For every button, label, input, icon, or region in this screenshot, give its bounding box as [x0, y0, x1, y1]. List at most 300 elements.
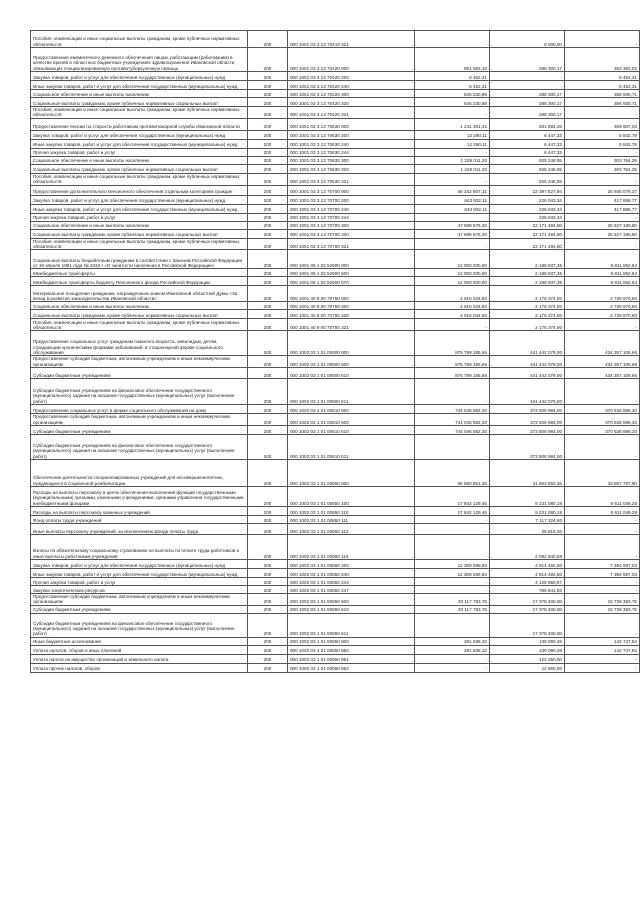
- cell-v2: 22 171 484,60: [490, 221, 565, 229]
- table-row: [31, 310, 640, 319]
- cell-name: Социальные выплаты безработным гражданам в соответствии с Законом Российской Федерации от 19 апреля 1991 года № 1032-I «О занятости населения в Российской Федерации»: [31, 250, 248, 269]
- cell-v2: 2 176 374,00: [490, 319, 565, 331]
- cell-v1: 17 842 129,46: [415, 487, 490, 507]
- cell-kbk: 000 1002 03 1 01 00650 111: [288, 516, 415, 524]
- cell-name: Предоставление пенсии по старости работникам противопожарной службы Ивановской области: [31, 118, 248, 130]
- cell-v3: -: [565, 578, 640, 586]
- cell-kbk: 000 1002 03 1 01 00650 610: [288, 605, 415, 613]
- cell-code: 200: [248, 148, 288, 156]
- cell-code: 200: [248, 229, 288, 238]
- cell-name: Социальные выплаты гражданам, кроме публичных нормативных социальных выплат: [31, 98, 248, 107]
- cell-v3: 8 611 049,28: [565, 487, 640, 507]
- cell-kbk: 000 1001 03 3 13 70700 321: [288, 238, 415, 250]
- cell-v2: 9 000,00: [490, 31, 565, 48]
- cell-name: Взносы по обязательному социальному страхованию на выплаты по оплате труда работников и иные выплаты работникам учреждений: [31, 535, 248, 560]
- cell-v1: 1 229 011,20: [415, 156, 490, 164]
- cell-kbk: 000 1002 03 1 01 00610 610: [288, 426, 415, 435]
- cell-name: Иные закупки товаров, работ и услуг для обеспечения государственных (муниципальных) нужд: [31, 139, 248, 148]
- cell-v3: -: [565, 663, 640, 672]
- cell-code: 200: [248, 277, 288, 286]
- table-row: [31, 613, 640, 637]
- cell-kbk: 000 1002 03 1 01 00650 119: [288, 535, 415, 560]
- cell-kbk: 000 1001 03 3 13 70410 321: [288, 31, 415, 48]
- table-row: [31, 414, 640, 426]
- cell-v3: -: [565, 524, 640, 535]
- cell-kbk: 000 1002 03 1 01 00600 610: [288, 368, 415, 379]
- table-row: [31, 221, 640, 229]
- cell-v2: 139 090,48: [490, 645, 565, 654]
- cell-v1: 875 799 185,66: [415, 356, 490, 368]
- cell-name: Прочая закупка товаров, работ и услуг: [31, 148, 248, 156]
- table-row: [31, 204, 640, 213]
- cell-kbk: 000 1002 03 1 01 00610 000: [288, 405, 415, 414]
- cell-code: 200: [248, 645, 288, 654]
- table-row: [31, 586, 640, 594]
- cell-name: Пособия, компенсации и иные социальные выплаты гражданам, кроме публичных нормативных обязательств: [31, 319, 248, 331]
- table-row: [31, 368, 640, 379]
- cell-v2: 9 231 080,18: [490, 507, 565, 516]
- cell-v2: 6 447,33: [490, 139, 565, 148]
- cell-v3: 309 607,03: [565, 118, 640, 130]
- cell-name: Субсидии бюджетным учреждениям: [31, 368, 248, 379]
- table-row: [31, 645, 640, 654]
- cell-name: Предоставление социальных услуг гражданам пожилого возраста, инвалидам, детям, страдающим хроническими формами заболеваний, в стационарной форме социального обслуживания: [31, 331, 248, 356]
- cell-v3: 142 747,84: [565, 637, 640, 645]
- cell-v2: 124 250,00: [490, 654, 565, 663]
- cell-v3: 15 739 393,75: [565, 594, 640, 606]
- cell-code: 200: [248, 516, 288, 524]
- cell-v1: -: [415, 516, 490, 524]
- cell-name: Расходы на выплаты персоналу в целях обеспечения выполнения функций государственными (муниципальными) органами, казенными учреждениями, органами управления государственными внебюджетными фондами: [31, 487, 248, 507]
- cell-code: 200: [248, 302, 288, 310]
- cell-name: Предоставление дополнительного пенсионного обеспечения отдельным категориям граждан: [31, 185, 248, 195]
- cell-code: 200: [248, 195, 288, 204]
- cell-kbk: 000 1002 03 1 01 00650 800: [288, 637, 415, 645]
- cell-v1: -: [415, 535, 490, 560]
- cell-kbk: 000 1001 03 3 13 70420 320: [288, 98, 415, 107]
- cell-kbk: 000 1001 03 3 13 70420 321: [288, 107, 415, 119]
- cell-v3: 9 811 062,64: [565, 277, 640, 286]
- cell-v3: -: [565, 654, 640, 663]
- cell-v1: 744 046 882,30: [415, 414, 490, 426]
- cell-name: Субсидии бюджетным учреждениям на финансовое обеспечение государственного (муниципального) задания на оказание государственных (муниципальных) услуг (выполнение работ): [31, 435, 248, 460]
- cell-kbk: 000 1002 03 1 01 00650 244: [288, 578, 415, 586]
- cell-name: Пособия, компенсации и иные социальные выплаты гражданам, кроме публичных нормативных обязательств: [31, 173, 248, 185]
- cell-v1: 47 698 675,20: [415, 229, 490, 238]
- cell-name: Закупка товаров, работ и услуг для обеспечения государственных (муниципальных) нужд: [31, 130, 248, 139]
- table-row: [31, 487, 640, 507]
- cell-v1: -: [415, 435, 490, 460]
- cell-v3: 2 739 670,60: [565, 286, 640, 302]
- cell-v2: 7 117 324,60: [490, 516, 565, 524]
- cell-name: Социальное обеспечение и иные выплаты населению: [31, 221, 248, 229]
- cell-name: Уплата налога на имущество организаций и земельного налога: [31, 654, 248, 663]
- cell-v1: 6 452,31: [415, 72, 490, 81]
- cell-v3: 356 930,71: [565, 90, 640, 98]
- cell-v2: 925 246,95: [490, 156, 565, 164]
- table-row: [31, 331, 640, 356]
- cell-v1: 875 799 185,66: [415, 331, 490, 356]
- cell-name: Пособия, компенсации и иные социальные выплаты гражданам, кроме публичных нормативных обязательств: [31, 107, 248, 119]
- cell-kbk: 000 1002 03 1 01 00650 611: [288, 613, 415, 637]
- cell-v1: 281 838,32: [415, 637, 490, 645]
- cell-name: Субсидии бюджетным учреждениям на финансовое обеспечение государственного (муниципального) задания на оказание государственных (муниципальных) услуг (выполнение работ): [31, 613, 248, 637]
- cell-code: 200: [248, 185, 288, 195]
- budget-table: [30, 30, 640, 673]
- cell-code: 200: [248, 426, 288, 435]
- cell-name: Социальное обеспечение и иные выплаты населению: [31, 302, 248, 310]
- cell-v2: 17 378 400,00: [490, 594, 565, 606]
- cell-code: 200: [248, 213, 288, 221]
- cell-v3: -: [565, 213, 640, 221]
- cell-v2: 2 188 937,36: [490, 250, 565, 269]
- cell-v3: 303 764,25: [565, 156, 640, 164]
- cell-code: 200: [248, 269, 288, 277]
- cell-v2: 925 246,95: [490, 173, 565, 185]
- table-row: [31, 535, 640, 560]
- table-row: [31, 90, 640, 98]
- cell-code: 200: [248, 368, 288, 379]
- cell-v1: 12 290,11: [415, 130, 490, 139]
- cell-v1: -: [415, 654, 490, 663]
- cell-kbk: 000 1001 40 9 00 70750 000: [288, 286, 415, 302]
- cell-name: Иные закупки товаров, работ и услуг для обеспечения государственных (муниципальных) нужд: [31, 81, 248, 90]
- cell-v2: 226 043,34: [490, 195, 565, 204]
- table-row: [31, 594, 640, 606]
- cell-name: Предоставление субсидий бюджетным, автономным учреждениям и иным некоммерческим организациям: [31, 356, 248, 368]
- cell-code: 200: [248, 173, 288, 185]
- cell-v3: 434 357 106,66: [565, 356, 640, 368]
- cell-v2: 288 300,17: [490, 98, 565, 107]
- table-row: [31, 379, 640, 405]
- table-row: [31, 405, 640, 414]
- cell-code: 200: [248, 72, 288, 81]
- cell-v2: 17 378 400,00: [490, 613, 565, 637]
- cell-v3: 370 538 898,30: [565, 414, 640, 426]
- cell-v3: 2 739 670,60: [565, 302, 640, 310]
- cell-kbk: 000 1001 03 3 13 70700 240: [288, 204, 415, 213]
- cell-code: 200: [248, 654, 288, 663]
- cell-code: 200: [248, 204, 288, 213]
- cell-name: Уплата налогов, сборов и иных платежей: [31, 645, 248, 654]
- cell-v1: -: [415, 578, 490, 586]
- table-row: [31, 637, 640, 645]
- cell-v3: -: [565, 173, 640, 185]
- table-row: [31, 277, 640, 286]
- cell-v1: -: [415, 319, 490, 331]
- cell-v2: 373 508 984,00: [490, 426, 565, 435]
- table-row: [31, 302, 640, 310]
- cell-name: Предоставление социальных услуг в форме социального обслуживания на дому: [31, 405, 248, 414]
- cell-code: 200: [248, 156, 288, 164]
- cell-v3: 25 527 190,60: [565, 221, 640, 229]
- cell-name: Материальное поощрение гражданам, награжденным знаком Ивановской областной Думы «За вклад в развитие законодательства Ивановской области»: [31, 286, 248, 302]
- table-row: [31, 173, 640, 185]
- cell-v3: 25 945 079,37: [565, 185, 640, 195]
- cell-v1: 643 932,11: [415, 195, 490, 204]
- cell-kbk: 000 1001 03 3 13 70420 300: [288, 90, 415, 98]
- cell-v2: 2 188 937,36: [490, 269, 565, 277]
- cell-v1: 12 000 000,00: [415, 250, 490, 269]
- cell-v3: -: [565, 148, 640, 156]
- table-row: [31, 269, 640, 277]
- cell-code: 200: [248, 48, 288, 72]
- table-row: [31, 460, 640, 487]
- cell-v3: 5 842,78: [565, 130, 640, 139]
- cell-v3: 2 739 670,60: [565, 310, 640, 319]
- cell-v2: 2 188 937,36: [490, 277, 565, 286]
- cell-v2: 441 442 079,00: [490, 331, 565, 356]
- cell-v3: 363 383,02: [565, 48, 640, 72]
- cell-v2: 139 090,48: [490, 637, 565, 645]
- cell-v2: 226 043,34: [490, 213, 565, 221]
- budget-table-body: [31, 31, 640, 673]
- cell-v3: -: [565, 516, 640, 524]
- cell-v2: 441 442 079,00: [490, 356, 565, 368]
- cell-v3: 33 887 787,90: [565, 460, 640, 487]
- cell-code: 200: [248, 414, 288, 426]
- table-row: [31, 213, 640, 221]
- table-row: [31, 72, 640, 81]
- cell-v1: 744 046 882,30: [415, 405, 490, 414]
- cell-name: Расходы на выплаты персоналу казенных учреждений: [31, 507, 248, 516]
- cell-name: Закупка товаров, работ и услуг для обеспечения государственных (муниципальных) нужд: [31, 195, 248, 204]
- cell-code: 200: [248, 310, 288, 319]
- cell-name: Пособия, компенсации и иные социальные выплаты гражданам, кроме публичных нормативных обязательств: [31, 238, 248, 250]
- cell-code: 200: [248, 613, 288, 637]
- cell-v1: 6 452,31: [415, 81, 490, 90]
- table-row: [31, 663, 640, 672]
- cell-v1: 48 342 607,31: [415, 185, 490, 195]
- cell-kbk: 000 1001 05 1 02 52900 000: [288, 250, 415, 269]
- cell-code: 200: [248, 560, 288, 569]
- cell-v2: 6 447,33: [490, 130, 565, 139]
- cell-code: 200: [248, 460, 288, 487]
- cell-v3: 303 764,25: [565, 164, 640, 173]
- cell-kbk: 000 1002 03 1 01 00650 247: [288, 586, 415, 594]
- table-row: [31, 435, 640, 460]
- cell-name: Прочая закупка товаров, работ и услуг: [31, 213, 248, 221]
- cell-v3: 356 930,71: [565, 98, 640, 107]
- cell-v2: 22 397 527,94: [490, 185, 565, 195]
- cell-v1: -: [415, 148, 490, 156]
- cell-v3: -: [565, 379, 640, 405]
- cell-kbk: 000 1001 03 3 13 70700 200: [288, 195, 415, 204]
- table-row: [31, 31, 640, 48]
- cell-name: Предоставление субсидий бюджетным, автономным учреждениям и иным некоммерческим организациям: [31, 414, 248, 426]
- cell-v3: 417 888,77: [565, 195, 640, 204]
- cell-code: 200: [248, 569, 288, 578]
- cell-v1: 845 230,88: [415, 90, 490, 98]
- cell-v2: 373 508 984,00: [490, 405, 565, 414]
- cell-code: 200: [248, 221, 288, 229]
- cell-code: 200: [248, 594, 288, 606]
- cell-code: 200: [248, 331, 288, 356]
- cell-v3: 7 394 597,03: [565, 560, 640, 569]
- cell-code: 200: [248, 118, 288, 130]
- table-row: [31, 516, 640, 524]
- cell-v3: -: [565, 535, 640, 560]
- cell-kbk: 000 1002 03 1 01 00610 600: [288, 414, 415, 426]
- cell-v1: 12 290,11: [415, 139, 490, 148]
- cell-v1: 4 916 044,60: [415, 310, 490, 319]
- cell-v1: 12 000 000,00: [415, 269, 490, 277]
- table-row: [31, 98, 640, 107]
- cell-v1: -: [415, 613, 490, 637]
- cell-name: Иные бюджетные ассигнования: [31, 637, 248, 645]
- cell-name: Предоставление ежемесячного денежного обеспечения лицам, работающим (работавшим) в качестве врачей в областных бюджетных учреждениях здравоохранения Ивановской области, связывающих специализированную противотуберкулезную помощь: [31, 48, 248, 72]
- cell-v2: 931 694,28: [490, 118, 565, 130]
- cell-v3: -: [565, 586, 640, 594]
- cell-code: 200: [248, 98, 288, 107]
- cell-v2: 22 171 484,60: [490, 229, 565, 238]
- cell-code: 200: [248, 356, 288, 368]
- table-row: [31, 185, 640, 195]
- cell-code: 200: [248, 405, 288, 414]
- cell-name: Пособия, компенсации и иные социальные выплаты гражданам, кроме публичных нормативных обязательств: [31, 31, 248, 48]
- cell-v2: -: [490, 81, 565, 90]
- cell-v1: 12 309 089,83: [415, 569, 490, 578]
- cell-code: 200: [248, 81, 288, 90]
- cell-v1: 1 229 011,20: [415, 164, 490, 173]
- cell-v3: -: [565, 238, 640, 250]
- cell-code: 200: [248, 637, 288, 645]
- cell-kbk: 000 1001 03 3 13 70700 300: [288, 221, 415, 229]
- cell-v2: 9 231 080,18: [490, 487, 565, 507]
- cell-kbk: 000 1002 03 1 01 00650 600: [288, 594, 415, 606]
- cell-v2: 6 447,33: [490, 148, 565, 156]
- cell-code: 200: [248, 238, 288, 250]
- table-row: [31, 107, 640, 119]
- cell-kbk: 000 1001 40 9 00 70750 320: [288, 310, 415, 319]
- cell-v2: 4 128 950,97: [490, 578, 565, 586]
- cell-v2: 288 300,17: [490, 48, 565, 72]
- cell-name: Обеспечение деятельности специализированных учреждений для несовершеннолетних, нуждающихся в социальной реабилитации: [31, 460, 248, 487]
- cell-v3: -: [565, 435, 640, 460]
- cell-code: 200: [248, 586, 288, 594]
- cell-v2: 2 176 374,00: [490, 310, 565, 319]
- cell-v3: 9 811 062,64: [565, 250, 640, 269]
- cell-v2: 31 663 063,46: [490, 460, 565, 487]
- cell-v1: 643 932,11: [415, 204, 490, 213]
- cell-kbk: 000 1001 40 9 00 70750 300: [288, 302, 415, 310]
- table-row: [31, 164, 640, 173]
- cell-name: Субсидии бюджетным учреждениям: [31, 426, 248, 435]
- cell-code: 200: [248, 164, 288, 173]
- cell-v3: 6 452,31: [565, 72, 640, 81]
- cell-kbk: 000 1002 03 1 01 00600 600: [288, 356, 415, 368]
- cell-kbk: 000 1002 03 1 01 00650 240: [288, 569, 415, 578]
- cell-v3: 8 611 049,28: [565, 507, 640, 516]
- cell-code: 200: [248, 250, 288, 269]
- cell-code: 200: [248, 535, 288, 560]
- cell-v2: 22 171 484,60: [490, 238, 565, 250]
- cell-kbk: 000 1002 03 1 01 00600 611: [288, 379, 415, 405]
- cell-kbk: 000 1001 03 3 13 70700 320: [288, 229, 415, 238]
- cell-v2: 925 246,95: [490, 164, 565, 173]
- cell-kbk: 000 1001 03 3 13 70630 240: [288, 139, 415, 148]
- cell-v1: -: [415, 213, 490, 221]
- cell-v1: 33 117 793,75: [415, 605, 490, 613]
- table-row: [31, 148, 640, 156]
- cell-name: Социальное обеспечение и иные выплаты населению: [31, 156, 248, 164]
- cell-name: Иные закупки товаров, работ и услуг для обеспечения государственных (муниципальных) нужд: [31, 569, 248, 578]
- table-row: [31, 250, 640, 269]
- cell-v1: -: [415, 379, 490, 405]
- table-row: [31, 81, 640, 90]
- table-row: [31, 195, 640, 204]
- cell-name: Иные выплаты персоналу учреждений, за исключением фонда оплаты труда: [31, 524, 248, 535]
- cell-v2: 2 176 374,00: [490, 286, 565, 302]
- cell-v3: 434 357 106,66: [565, 368, 640, 379]
- cell-kbk: 000 1001 03 3 13 70630 321: [288, 173, 415, 185]
- table-row: [31, 286, 640, 302]
- cell-code: 200: [248, 435, 288, 460]
- table-row: [31, 139, 640, 148]
- cell-v3: 6 452,31: [565, 81, 640, 90]
- cell-v2: 14 650,00: [490, 663, 565, 672]
- cell-kbk: 000 1001 03 3 13 70700 244: [288, 213, 415, 221]
- cell-v2: 288 300,17: [490, 107, 565, 119]
- table-row: [31, 130, 640, 139]
- cell-code: 200: [248, 578, 288, 586]
- cell-kbk: 000 1001 03 3 13 70420 240: [288, 81, 415, 90]
- cell-kbk: 000 1001 03 3 13 70420 200: [288, 72, 415, 81]
- cell-kbk: 000 1001 05 1 02 52900 500: [288, 269, 415, 277]
- cell-v1: 645 230,88: [415, 98, 490, 107]
- cell-v3: 9 811 062,64: [565, 269, 640, 277]
- cell-name: Социальные выплаты гражданам, кроме публичных нормативных социальных выплат: [31, 164, 248, 173]
- cell-v3: 370 538 898,30: [565, 426, 640, 435]
- table-row: [31, 356, 640, 368]
- table-row: [31, 229, 640, 238]
- cell-name: Межбюджетные трансферты: [31, 269, 248, 277]
- cell-v2: 2 176 374,00: [490, 302, 565, 310]
- cell-kbk: 000 1002 03 1 01 00610 611: [288, 435, 415, 460]
- table-row: [31, 238, 640, 250]
- cell-code: 200: [248, 130, 288, 139]
- table-row: [31, 524, 640, 535]
- cell-v3: 434 357 106,66: [565, 331, 640, 356]
- cell-code: 200: [248, 90, 288, 98]
- cell-name: Социальные выплаты гражданам, кроме публичных нормативных социальных выплат: [31, 229, 248, 238]
- cell-kbk: 000 1002 03 1 01 00650 200: [288, 560, 415, 569]
- cell-v2: 785 541,83: [490, 586, 565, 594]
- cell-v1: 12 309 089,83: [415, 560, 490, 569]
- table-row: [31, 48, 640, 72]
- table-row: [31, 578, 640, 586]
- cell-kbk: 000 1002 03 1 01 00650 000: [288, 460, 415, 487]
- cell-v3: -: [565, 319, 640, 331]
- cell-v3: 142 747,84: [565, 645, 640, 654]
- cell-v3: 5 842,78: [565, 139, 640, 148]
- cell-name: Предоставление субсидий бюджетным, автономным учреждениям и иным некоммерческим организациям: [31, 594, 248, 606]
- cell-v3: 370 538 898,30: [565, 405, 640, 414]
- cell-name: Закупка энергетических ресурсов: [31, 586, 248, 594]
- cell-v3: -: [565, 31, 640, 48]
- cell-v2: 373 508 984,00: [490, 435, 565, 460]
- cell-name: Социальное обеспечение и иные выплаты населению: [31, 90, 248, 98]
- cell-v2: 226 043,34: [490, 204, 565, 213]
- cell-v2: 4 914 492,80: [490, 560, 565, 569]
- cell-v1: 12 000 000,00: [415, 277, 490, 286]
- cell-kbk: 000 1001 05 1 02 52900 570: [288, 277, 415, 286]
- cell-kbk: 000 1001 40 9 00 70750 321: [288, 319, 415, 331]
- cell-code: 200: [248, 31, 288, 48]
- cell-name: Субсидии бюджетным учреждениям: [31, 605, 248, 613]
- cell-v2: 26 815,00: [490, 524, 565, 535]
- cell-v1: -: [415, 107, 490, 119]
